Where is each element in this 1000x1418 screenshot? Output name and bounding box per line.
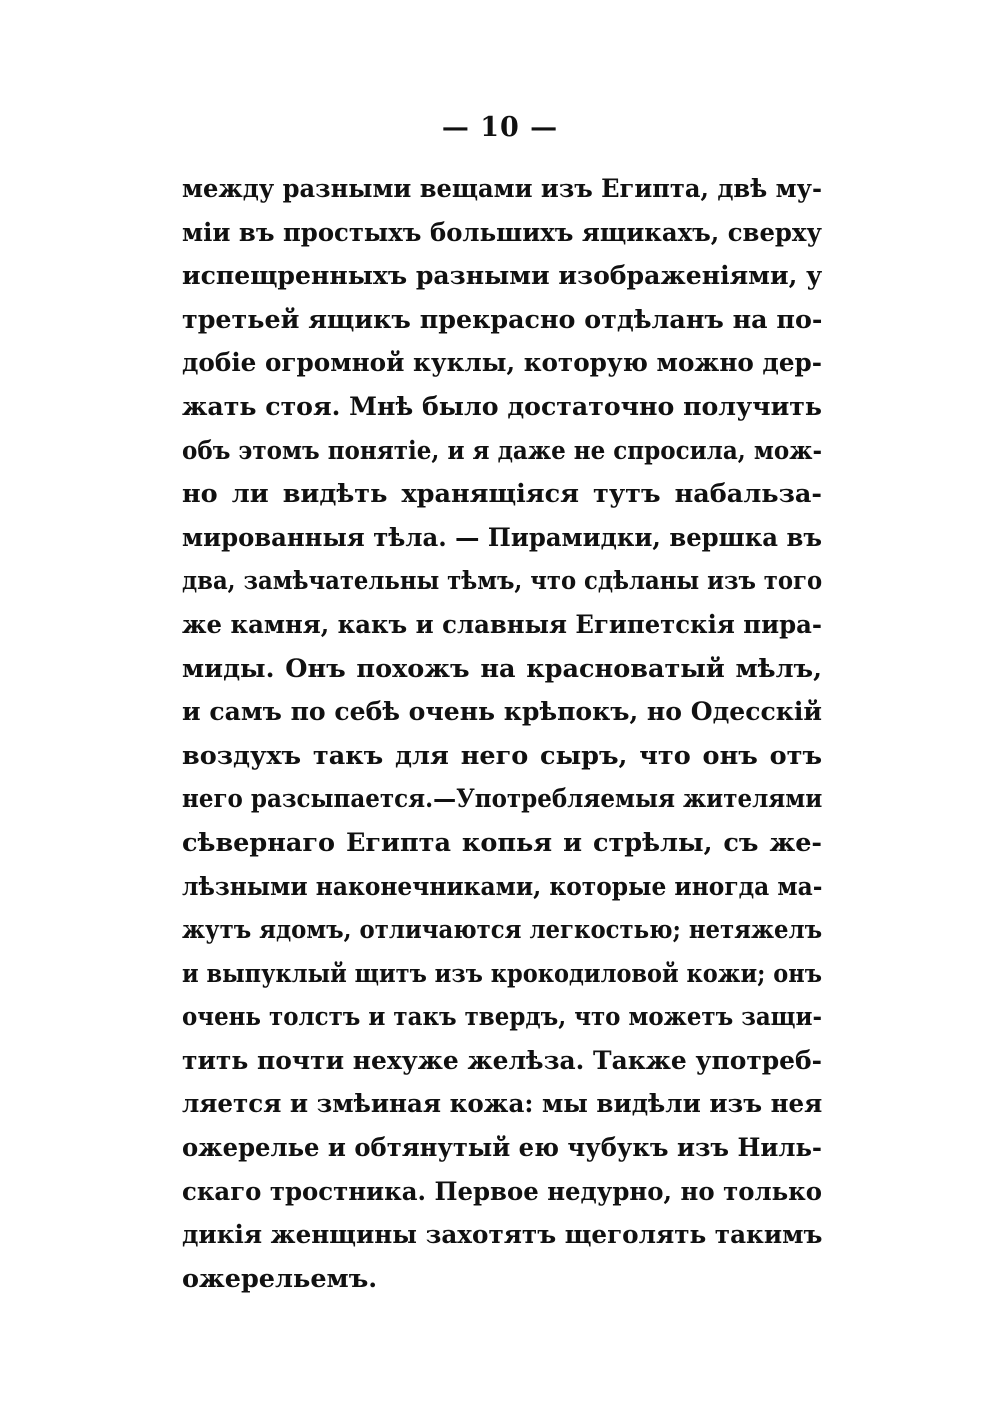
text-line: тить почти нехуже желѣза. Также употреб-: [182, 1045, 822, 1076]
page-number: — 10 —: [441, 112, 559, 143]
text-line: воздухъ такъ для него сыръ, что онъ отъ: [182, 740, 822, 771]
text-line: испещренныхъ разными изображеніями, у: [182, 261, 823, 292]
text-line: міи въ простыхъ большихъ ящикахъ, сверху: [182, 217, 822, 248]
text-line: добіе огромной куклы, которую можно дер-: [182, 348, 822, 379]
text-line: третьей ящикъ прекрасно отдѣланъ на по-: [182, 304, 823, 335]
text-line: ожерелье и обтянутый ею чубукъ изъ Ниль-: [182, 1133, 822, 1164]
text-line: же камня, какъ и славныя Египетскія пира-: [182, 609, 822, 640]
text-line: очень толстъ и такъ твердъ, что можетъ защи-: [182, 1002, 822, 1033]
text-line: мированныя тѣла. — Пирамидки, вершка въ: [182, 522, 822, 553]
text-line: и выпуклый щитъ изъ крокодиловой кожи; онъ: [182, 958, 822, 989]
text-line: объ этомъ понятіе, и я даже не спросила, мож-: [182, 435, 822, 466]
text-line: лѣзными наконечниками, которые иногда ма-: [182, 871, 823, 902]
text-line: и самъ по себѣ очень крѣпокъ, но Одесскій: [182, 697, 822, 728]
text-line: него разсыпается.—Употребляемыя жителями: [182, 784, 823, 815]
body-text: [182, 168, 822, 1301]
text-line: два, замѣчательны тѣмъ, что сдѣланы изъ того: [182, 566, 823, 597]
text-line: сѣвернаго Египта копья и стрѣлы, съ же-: [182, 827, 822, 858]
text-line: жутъ ядомъ, отличаются легкостью; нетяжелъ: [182, 915, 823, 946]
text-line: дикія женщины захотятъ щеголять такимъ: [182, 1220, 823, 1251]
text-line: миды. Онъ похожъ на красноватый мѣлъ,: [182, 653, 822, 684]
text-line: ожерельемъ.: [182, 1263, 378, 1294]
text-line: ляется и змѣиная кожа: мы видѣли изъ нея: [182, 1089, 823, 1120]
text-line: скаго тростника. Первое недурно, но только: [182, 1176, 822, 1207]
text-line: жать стоя. Мнѣ было достаточно получить: [182, 391, 822, 422]
text-line: но ли видѣть хранящіяся тутъ набальза-: [182, 479, 822, 510]
text-line: между разными вещами изъ Египта, двѣ му-: [182, 174, 823, 204]
